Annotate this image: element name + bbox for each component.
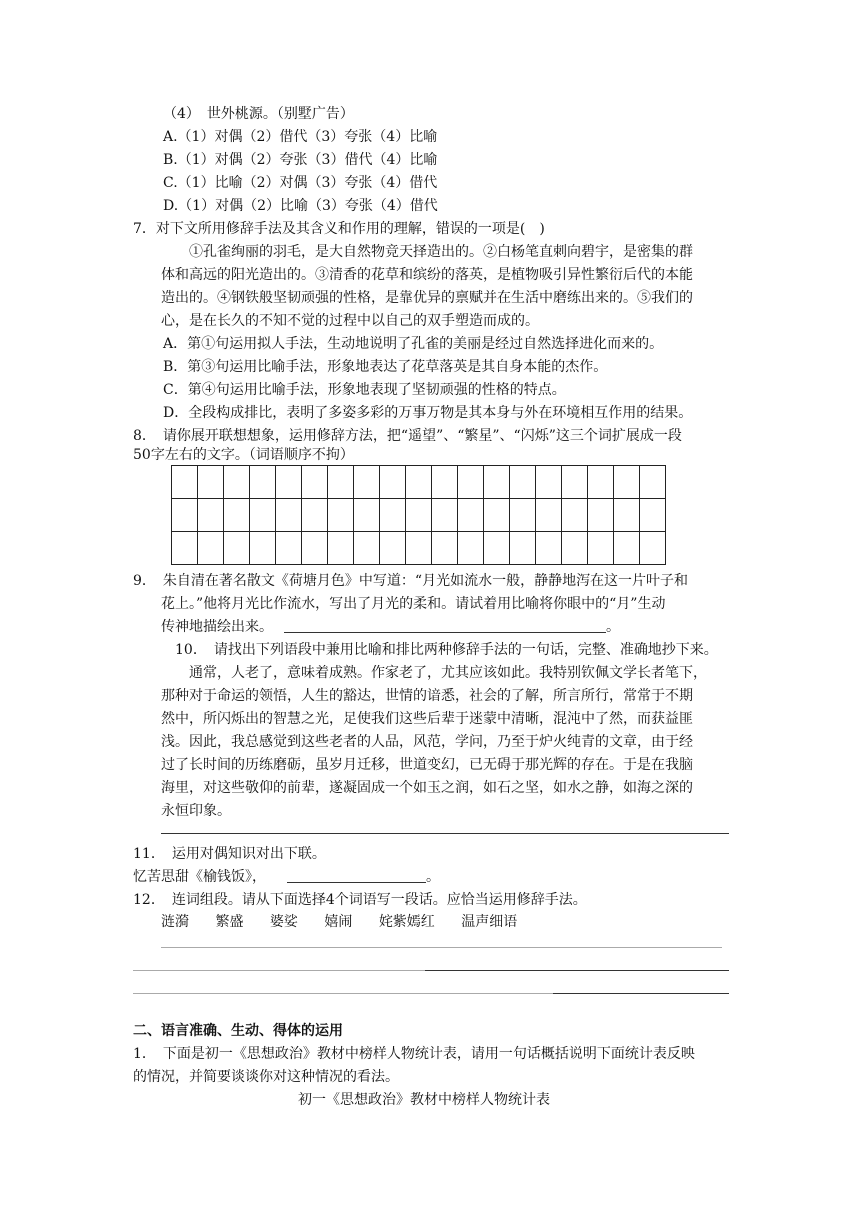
q11-upper-couplet: 忆苦思甜《榆钱饭》， — [133, 869, 266, 885]
section2-q1-line: 1． 下面是初一《思想政治》教材中榜样人物统计表，请用一句话概括说明下面统计表反映 — [133, 1046, 695, 1062]
q12-answer-line[interactable] — [133, 993, 553, 994]
word-item: 繁盛 — [215, 914, 244, 930]
q7-option-d: D．全段构成排比，表明了多姿多彩的万事万物是其本身与外在环境相互作用的结果。 — [163, 405, 693, 421]
section-heading: 二、语言准确、生动、得体的运用 — [133, 1023, 343, 1039]
q9-answer-line[interactable] — [284, 632, 606, 633]
word-item: 温声细语 — [461, 914, 518, 930]
word-item: 婆娑 — [269, 914, 298, 930]
grid-row — [172, 466, 666, 499]
q10-passage-line: 通常，人老了，意味着成熟。作家老了，尤其应该如此。我特别钦佩文学长者笔下， — [189, 665, 707, 681]
q10-stem: 10． 请找出下列语段中兼用比喻和排比两种修辞手法的一句话，完整、准确地抄下来。 — [175, 642, 718, 658]
q6-option-d: D.（1）对偶（2）比喻（3）夸张（4）借代 — [163, 198, 438, 214]
section2-q1-line: 的情况，并简要谈谈你对这种情况的看法。 — [133, 1069, 399, 1085]
q10-passage-line: 过了长时间的历练磨砺，虽岁月迁移，世道变幻，已无碍于那光辉的存在。于是在我脑 — [161, 757, 693, 773]
q7-passage-line: 造出的。④钢铁般坚韧顽强的性格，是靠优异的禀赋并在生活中磨练出来的。⑤我们的 — [161, 290, 693, 306]
q10-passage-line: 永恒印象。 — [161, 803, 231, 819]
q7-passage-line: 心，是在长久的不知不觉的过程中以自己的双手塑造而成的。 — [161, 313, 539, 329]
q7-stem: 7．对下文所用修辞手法及其含义和作用的理解，错误的一项是( ) — [133, 221, 545, 237]
word-item: 姹紫嫣红 — [378, 914, 435, 930]
q8-stem-line: 8． 请你展开联想想象，运用修辞方法，把“遥望”、“繁星”、“闪烁”这三个词扩展成一段 — [133, 428, 682, 444]
q6-item-4: （4） 世外桃源。（别墅广告） — [163, 106, 354, 122]
word-item: 涟漪 — [161, 914, 189, 930]
q9-stem-line: 9． 朱自清在著名散文《荷塘月色》中写道：“月光如流水一般，静静地泻在这一片叶子和 — [133, 573, 689, 589]
q12-answer-line[interactable] — [161, 947, 722, 948]
q11-stem: 11． 运用对偶知识对出下联。 — [133, 846, 326, 862]
q12-answer-line[interactable] — [425, 970, 729, 971]
q6-option-c: C.（1）比喻（2）对偶（3）夸张（4）借代 — [163, 175, 438, 191]
q10-passage-line: 海里，对这些敬仰的前辈，遂凝固成一个如玉之润，如石之坚，如水之静，如海之深的 — [161, 780, 693, 796]
q12-word-list — [161, 912, 539, 932]
answer-grid[interactable] — [171, 465, 666, 565]
word-item: 嬉闹 — [324, 914, 353, 930]
q8-stem-line: 50字左右的文字。（词语顺序不拘） — [133, 447, 354, 463]
q7-option-c: C．第④句运用比喻手法，形象地表现了坚韧顽强的性格的特点。 — [163, 382, 566, 398]
q7-option-a: A．第①句运用拟人手法，生动地说明了孔雀的美丽是经过自然选择进化而来的。 — [163, 336, 664, 352]
q10-passage-line: 然中，所闪烁出的智慧之光，足使我们这些后辈于迷蒙中清晰，混沌中了然，而获益匪 — [161, 711, 693, 727]
q7-passage-line: 体和高远的阳光造出的。③清香的花草和缤纷的落英，是植物吸引异性繁衍后代的本能 — [161, 267, 693, 283]
q12-answer-line[interactable] — [133, 970, 425, 971]
table-title: 初一《思想政治》教材中榜样人物统计表 — [298, 1092, 550, 1108]
grid-row — [172, 532, 666, 565]
q10-passage-line: 浅。因此，我总感觉到这些老者的人品，风范，学问，乃至于炉火纯青的文章，由于经 — [161, 734, 693, 750]
q7-passage-line: ①孔雀绚丽的羽毛，是大自然物竞天择造出的。②白杨笔直刺向碧宇，是密集的群 — [189, 244, 693, 260]
q9-stem-line: 传神地描绘出来。 — [161, 619, 273, 635]
q6-option-a: A.（1）对偶（2）借代（3）夸张（4）比喻 — [163, 129, 438, 145]
q6-option-b: B.（1）对偶（2）夸张（3）借代（4）比喻 — [163, 152, 438, 168]
q12-answer-line[interactable] — [553, 993, 729, 994]
q10-passage-line: 那种对于命运的领悟，人生的豁达，世情的谙悉，社会的了解，所言所行，常常于不期 — [161, 688, 693, 704]
q10-answer-line[interactable] — [161, 833, 729, 834]
q9-stem-line: 花上。”他将月光比作流水，写出了月光的柔和。请试着用比喻将你眼中的“月”生动 — [161, 596, 666, 612]
q11-line-end: 。 — [426, 869, 440, 885]
q11-answer-line[interactable] — [287, 882, 426, 883]
grid-row — [172, 499, 666, 532]
q12-stem: 12． 连词组段。请从下面选择4个词语写一段话。应恰当运用修辞手法。 — [133, 892, 587, 908]
q7-option-b: B．第③句运用比喻手法，形象地表达了花草落英是其自身本能的杰作。 — [163, 359, 608, 375]
q9-line-end: 。 — [606, 619, 620, 635]
